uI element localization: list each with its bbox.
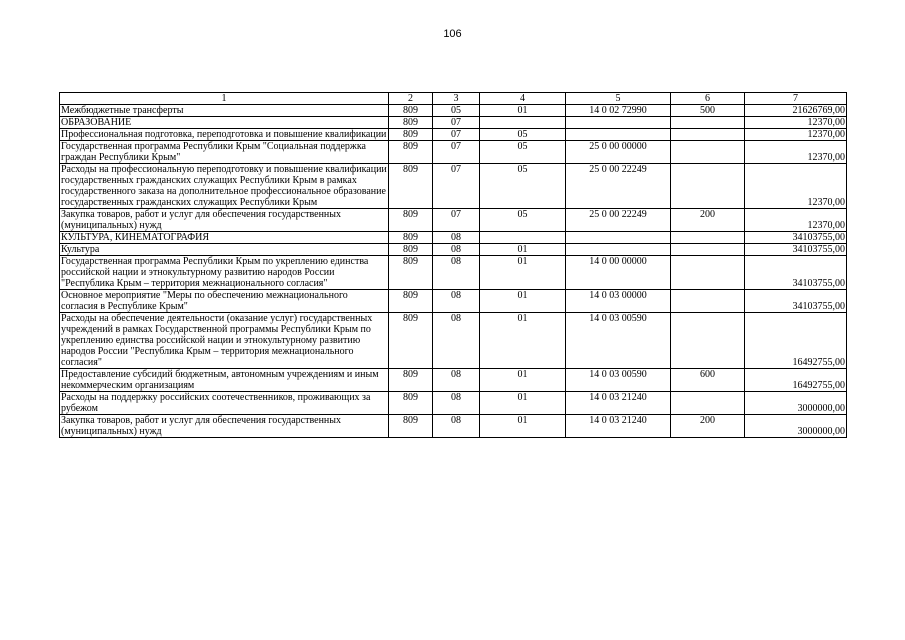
- cell-name: Закупка товаров, работ и услуг для обеспечения государственных (муниципальных) нужд: [60, 209, 389, 232]
- cell-section: 08: [433, 232, 480, 244]
- cell-expense-type: [671, 164, 745, 209]
- table-row: [60, 232, 847, 244]
- cell-name: Культура: [60, 244, 389, 256]
- cell-ved: 809: [389, 256, 433, 290]
- cell-ved: 809: [389, 117, 433, 129]
- table-row: [60, 209, 847, 232]
- cell-ved: 809: [389, 129, 433, 141]
- cell-amount: 16492755,00: [745, 369, 847, 392]
- cell-ved: 809: [389, 232, 433, 244]
- cell-section: 07: [433, 129, 480, 141]
- cell-amount: 12370,00: [745, 117, 847, 129]
- cell-amount: 34103755,00: [745, 244, 847, 256]
- cell-section: 07: [433, 164, 480, 209]
- cell-section: 07: [433, 117, 480, 129]
- cell-subsection: 01: [480, 256, 566, 290]
- cell-amount: 34103755,00: [745, 232, 847, 244]
- table-header-row: [60, 93, 847, 105]
- cell-amount: 34103755,00: [745, 256, 847, 290]
- cell-name: Закупка товаров, работ и услуг для обеспечения государственных (муниципальных) нужд: [60, 415, 389, 438]
- cell-target-article: 14 0 00 00000: [566, 256, 671, 290]
- cell-subsection: 05: [480, 141, 566, 164]
- cell-amount: 12370,00: [745, 141, 847, 164]
- cell-section: 08: [433, 392, 480, 415]
- header-col-4: 4: [480, 93, 566, 105]
- table-row: [60, 313, 847, 369]
- cell-subsection: [480, 117, 566, 129]
- cell-target-article: 14 0 03 00000: [566, 290, 671, 313]
- cell-ved: 809: [389, 244, 433, 256]
- cell-section: 07: [433, 141, 480, 164]
- cell-ved: 809: [389, 313, 433, 369]
- cell-expense-type: [671, 117, 745, 129]
- cell-expense-type: [671, 244, 745, 256]
- cell-section: 08: [433, 256, 480, 290]
- cell-subsection: [480, 232, 566, 244]
- cell-amount: 21626769,00: [745, 105, 847, 117]
- budget-table: [59, 92, 847, 438]
- table-row: [60, 117, 847, 129]
- table-row: [60, 256, 847, 290]
- cell-target-article: 14 0 02 72990: [566, 105, 671, 117]
- cell-expense-type: [671, 141, 745, 164]
- cell-ved: 809: [389, 209, 433, 232]
- header-col-6: 6: [671, 93, 745, 105]
- table-row: [60, 290, 847, 313]
- header-col-7: 7: [745, 93, 847, 105]
- header-col-1: 1: [60, 93, 389, 105]
- header-col-2: 2: [389, 93, 433, 105]
- cell-section: 08: [433, 290, 480, 313]
- cell-expense-type: [671, 256, 745, 290]
- cell-expense-type: [671, 232, 745, 244]
- cell-name: Профессиональная подготовка, переподготовка и повышение квалификации: [60, 129, 389, 141]
- cell-expense-type: 200: [671, 415, 745, 438]
- table-row: [60, 105, 847, 117]
- cell-target-article: 14 0 03 21240: [566, 415, 671, 438]
- cell-name: Государственная программа Республики Крым "Социальная поддержка граждан Республики Крым": [60, 141, 389, 164]
- cell-subsection: 01: [480, 105, 566, 117]
- cell-target-article: [566, 232, 671, 244]
- cell-ved: 809: [389, 415, 433, 438]
- cell-name: Межбюджетные трансферты: [60, 105, 389, 117]
- cell-expense-type: 600: [671, 369, 745, 392]
- cell-name: Расходы на обеспечение деятельности (оказание услуг) государственных учреждений в рамках Государственной программы Республики Крым по укреплению единства российской нации и этнокультурному развитию народов России "Республика Крым – территория межнационального согласия": [60, 313, 389, 369]
- cell-ved: 809: [389, 105, 433, 117]
- table-row: [60, 164, 847, 209]
- table-row: [60, 369, 847, 392]
- cell-section: 08: [433, 415, 480, 438]
- cell-subsection: 01: [480, 290, 566, 313]
- cell-target-article: [566, 244, 671, 256]
- cell-target-article: 14 0 03 21240: [566, 392, 671, 415]
- cell-amount: 34103755,00: [745, 290, 847, 313]
- cell-name: КУЛЬТУРА, КИНЕМАТОГРАФИЯ: [60, 232, 389, 244]
- cell-target-article: 25 0 00 22249: [566, 209, 671, 232]
- cell-section: 05: [433, 105, 480, 117]
- cell-target-article: [566, 117, 671, 129]
- cell-amount: 3000000,00: [745, 415, 847, 438]
- cell-amount: 12370,00: [745, 164, 847, 209]
- cell-amount: 12370,00: [745, 209, 847, 232]
- cell-ved: 809: [389, 392, 433, 415]
- cell-target-article: 25 0 00 22249: [566, 164, 671, 209]
- cell-subsection: 01: [480, 244, 566, 256]
- table-row: [60, 244, 847, 256]
- cell-expense-type: [671, 313, 745, 369]
- cell-ved: 809: [389, 290, 433, 313]
- cell-section: 08: [433, 313, 480, 369]
- cell-name: Основное мероприятие "Меры по обеспечению межнационального согласия в Республике Крым": [60, 290, 389, 313]
- cell-subsection: 01: [480, 415, 566, 438]
- cell-expense-type: [671, 290, 745, 313]
- page-number: 106: [443, 28, 462, 40]
- cell-expense-type: [671, 129, 745, 141]
- cell-name: Государственная программа Республики Крым по укреплению единства российской нации и этнокультурному развитию народов России "Республика Крым – территория межнационального согласия": [60, 256, 389, 290]
- cell-name: ОБРАЗОВАНИЕ: [60, 117, 389, 129]
- table-row: [60, 392, 847, 415]
- table-row: [60, 129, 847, 141]
- cell-subsection: 05: [480, 209, 566, 232]
- cell-section: 07: [433, 209, 480, 232]
- cell-target-article: 25 0 00 00000: [566, 141, 671, 164]
- cell-amount: 12370,00: [745, 129, 847, 141]
- cell-section: 08: [433, 369, 480, 392]
- cell-target-article: [566, 129, 671, 141]
- cell-subsection: 05: [480, 164, 566, 209]
- cell-subsection: 01: [480, 313, 566, 369]
- cell-name: Расходы на профессиональную переподготовку и повышение квалификации государственных гражданских служащих Республики Крым в рамках государственного заказа на дополнительное профессиональное образование государственных гражданских служащих Республики Крым: [61, 164, 387, 208]
- table-row: [60, 415, 847, 438]
- cell-target-article: 14 0 03 00590: [566, 313, 671, 369]
- cell-expense-type: [671, 392, 745, 415]
- cell-name: Предоставление субсидий бюджетным, автономным учреждениям и иным некоммерческим организациям: [60, 369, 389, 392]
- cell-ved: 809: [389, 369, 433, 392]
- cell-ved: 809: [389, 141, 433, 164]
- cell-amount: 16492755,00: [745, 313, 847, 369]
- table-row: [60, 141, 847, 164]
- cell-amount: 3000000,00: [745, 392, 847, 415]
- header-col-3: 3: [433, 93, 480, 105]
- header-col-5: 5: [566, 93, 671, 105]
- cell-subsection: 01: [480, 369, 566, 392]
- cell-subsection: 05: [480, 129, 566, 141]
- cell-name: Расходы на поддержку российских соотечественников, проживающих за рубежом: [60, 392, 389, 415]
- cell-target-article: 14 0 03 00590: [566, 369, 671, 392]
- cell-section: 08: [433, 244, 480, 256]
- cell-expense-type: 500: [671, 105, 745, 117]
- cell-expense-type: 200: [671, 209, 745, 232]
- cell-ved: 809: [389, 164, 433, 209]
- cell-subsection: 01: [480, 392, 566, 415]
